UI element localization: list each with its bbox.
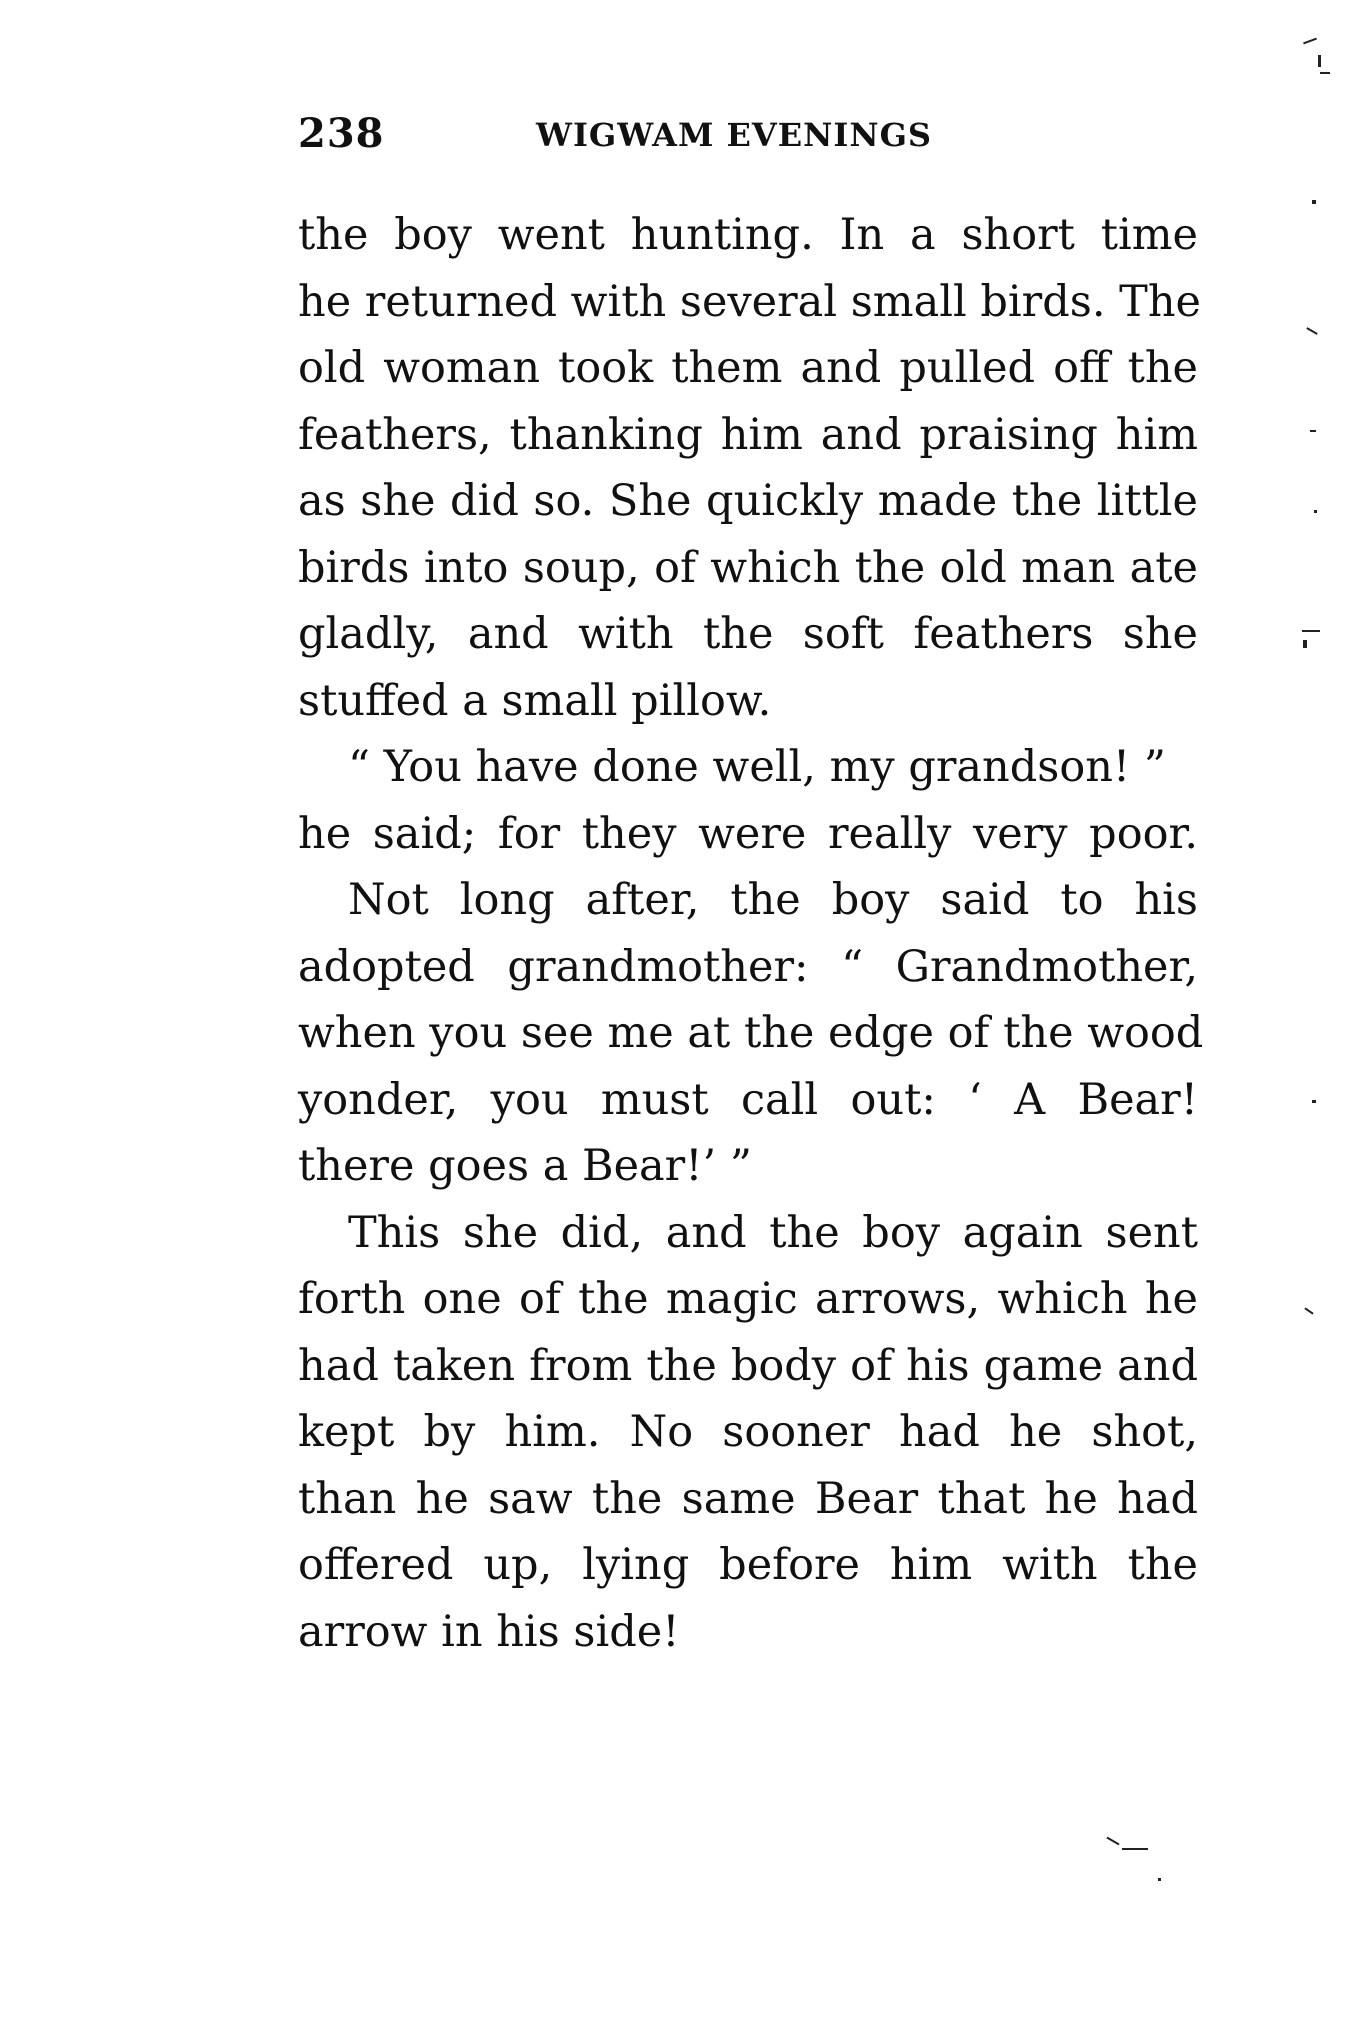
text-line: arrow in his side! xyxy=(298,1606,680,1657)
running-head: WIGWAM EVENINGS xyxy=(536,116,933,154)
text-line: “ You have done well, my grandson! ” xyxy=(348,742,1166,792)
text-line: adopted grandmother: “ Grandmother, xyxy=(298,941,1198,992)
page-number: 238 xyxy=(298,110,385,157)
text-line: kept by him. No sooner had he shot, xyxy=(298,1407,1198,1457)
text-line: when you see me at the edge of the wood xyxy=(298,1008,1204,1058)
text-line: stuffed a small pillow. xyxy=(298,675,772,726)
text-line: as she did so. She quickly made the little xyxy=(298,476,1198,526)
scan-speck xyxy=(1303,38,1317,45)
scan-speck xyxy=(1312,200,1316,204)
scan-speck xyxy=(1158,1878,1161,1881)
scan-speck xyxy=(1318,55,1321,67)
scan-speck xyxy=(1302,630,1320,632)
scan-speck xyxy=(1306,327,1317,335)
text-line: there goes a Bear!’ ” xyxy=(298,1141,752,1191)
text-line: gladly, and with the soft feathers she xyxy=(298,609,1198,659)
text-line: than he saw the same Bear that he had xyxy=(298,1473,1198,1524)
text-line: yonder, you must call out: ‘ A Bear! xyxy=(298,1074,1198,1125)
text-line: forth one of the magic arrows, which he xyxy=(298,1274,1198,1324)
text-line: birds into soup, of which the old man ate xyxy=(298,542,1198,593)
scan-speck xyxy=(1303,640,1307,648)
text-line: offered up, lying before him with the xyxy=(298,1540,1198,1590)
scan-speck xyxy=(1314,510,1317,513)
text-line: the boy went hunting. In a short time xyxy=(298,210,1198,260)
text-line: feathers, thanking him and praising him xyxy=(298,409,1198,460)
text-line: old woman took them and pulled off the xyxy=(298,343,1198,393)
text-line: he returned with several small birds. The xyxy=(298,276,1201,327)
text-line: Not long after, the boy said to his xyxy=(348,875,1198,925)
scan-speck xyxy=(1320,72,1330,74)
scan-speck xyxy=(1122,1848,1148,1850)
scan-speck xyxy=(1106,1837,1119,1846)
page-header xyxy=(298,110,1198,170)
text-line: had taken from the body of his game and xyxy=(298,1340,1198,1391)
scan-speck xyxy=(1310,430,1316,432)
text-line: he said; for they were really very poor. xyxy=(298,808,1198,859)
body-text xyxy=(298,202,1204,1665)
scan-speck xyxy=(1304,1307,1313,1314)
scan-speck xyxy=(1312,1100,1316,1103)
text-line: This she did, and the boy again sent xyxy=(348,1207,1198,1258)
